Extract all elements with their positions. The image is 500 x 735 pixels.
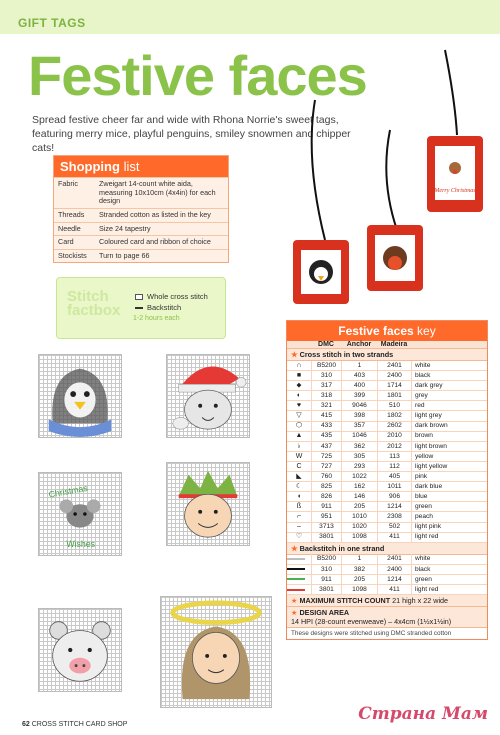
stitch-symbol: ∩: [296, 361, 302, 369]
backstitch-rows: [287, 555, 487, 595]
cross-stitch-row: ▲ 435 1046 2010 brown: [287, 432, 487, 442]
cross-stitch-row: ◣ 760 1022 405 pink: [287, 472, 487, 482]
shopping-row: Threads Stranded cotton as listed in the key: [54, 208, 228, 222]
backstitch-line-icon: [287, 568, 305, 570]
shopping-list-title: Shopping list: [54, 156, 228, 177]
angel-chart: [160, 596, 272, 708]
star-icon: ★: [291, 350, 300, 359]
cross-stitch-row: ⬡ 433 357 2602 dark brown: [287, 422, 487, 432]
backstitch-heading: ★ Backstitch in one strand: [287, 543, 487, 555]
cross-stitch-row: W 725 305 113 yellow: [287, 452, 487, 462]
bear-chart: [38, 608, 122, 692]
star-icon: ★: [291, 596, 300, 606]
tag-text: Merry Christmas: [434, 188, 476, 194]
backstitch-row: 3801 1098 411 light red: [287, 585, 487, 595]
watermark: Страна Мам: [358, 704, 488, 724]
stitch-symbol: ◣: [296, 472, 302, 480]
backstitch-row: 911 205 1214 green: [287, 575, 487, 585]
shopping-row: Fabric Zweigart 14-count white aida, measuring 10x10cm (4x4in) for each design: [54, 177, 228, 208]
stitch-symbol: ß: [296, 503, 302, 511]
shopping-list: [53, 155, 229, 263]
stitch-symbol: ☾: [295, 482, 303, 490]
factbox-time: 1-2 hours each: [133, 315, 180, 322]
stitch-symbol: W: [295, 452, 303, 460]
cross-stitch-row: – 3713 1020 502 light pink: [287, 523, 487, 533]
stitch-factbox: [56, 277, 226, 339]
cross-stitch-row: ☾ 825 162 1011 dark blue: [287, 482, 487, 492]
backstitch-line-icon: [287, 558, 305, 560]
cross-stitch-row: C 727 293 112 light yellow: [287, 462, 487, 472]
cross-stitch-row: ▽ 415 398 1802 light grey: [287, 411, 487, 421]
cross-stitch-row: ♡ 3801 1098 411 light red: [287, 533, 487, 543]
stitch-symbol: C: [296, 462, 302, 470]
stitch-symbol: ◖: [296, 492, 302, 500]
stitch-symbol: ⬡: [295, 422, 303, 430]
stitch-symbol: –: [297, 523, 301, 531]
mouse-santa-chart: [166, 354, 250, 438]
cross-stitch-row: ⬥ 317 400 1714 dark grey: [287, 381, 487, 391]
stitch-symbol: ▲: [295, 432, 303, 440]
stitch-symbol: ▽: [296, 412, 302, 420]
backstitch-line-icon: [287, 589, 305, 591]
stitch-symbol: ♭: [297, 442, 301, 450]
backstitch-row: 310 382 2400 black: [287, 565, 487, 575]
cross-stitch-row: ♥ 321 9046 510 red: [287, 401, 487, 411]
star-icon: ★: [291, 608, 300, 618]
backstitch-line-icon: [287, 578, 305, 580]
backstitch-icon: [135, 307, 143, 309]
cross-stitch-row: ∩ B5200 1 2401 white: [287, 361, 487, 371]
factbox-title: Stitch factbox: [67, 288, 121, 320]
stitch-symbol: ♥: [296, 402, 302, 410]
cross-stitch-row: ◐ 318 399 1801 grey: [287, 391, 487, 401]
page-title: Festive faces: [28, 44, 367, 107]
shopping-row: Stockists Turn to page 66: [54, 249, 228, 263]
shopping-row: Card Coloured card and ribbon of choice: [54, 235, 228, 249]
page-footer: 62 CROSS STITCH CARD SHOP: [22, 721, 128, 728]
cross-stitch-row: ♭ 437 362 2012 light brown: [287, 442, 487, 452]
cross-stitch-rows: [287, 361, 487, 543]
key-columns: DMC Anchor Madeira: [287, 341, 487, 349]
section-label: GIFT TAGS: [18, 16, 86, 30]
backstitch-row: B5200 1 2401 white: [287, 555, 487, 565]
key-title: Festive faces key: [287, 321, 487, 341]
stitch-symbol: ⌐: [296, 513, 302, 521]
cross-stitch-heading: ★ Cross stitch in two strands: [287, 349, 487, 361]
thread-key: [286, 320, 488, 640]
design-area: ★ DESIGN AREA 14 HPI (28-count evenweave) – 4x4cm (1½x1½in): [287, 607, 487, 628]
christmas-wishes-chart: [38, 472, 122, 556]
elf-chart: [166, 462, 250, 546]
cross-stitch-row: ■ 310 403 2400 black: [287, 371, 487, 381]
cross-stitch-row: ◖ 826 146 906 blue: [287, 492, 487, 502]
cross-stitch-icon: [135, 294, 143, 300]
stitch-symbol: ■: [296, 371, 302, 379]
shopping-row: Needle Size 24 tapestry: [54, 222, 228, 236]
intro-text: Spread festive cheer far and wide with Rhona Norrie's sweet tags, featuring merry mice, playful penguins, smiley snowmen and chipper cats!: [32, 114, 351, 155]
gift-tags-photo: [285, 40, 490, 310]
star-icon: ★: [291, 543, 300, 553]
cross-stitch-row: ⌐ 951 1010 2308 peach: [287, 512, 487, 522]
chart-wishes-text: Wishes: [66, 539, 96, 550]
chart-christmas-text: Christmas: [47, 482, 89, 500]
factbox-items: Whole cross stitch Backstitch: [135, 292, 208, 314]
cross-stitch-row: ß 911 205 1214 green: [287, 502, 487, 512]
stitch-symbol: ♡: [295, 533, 303, 541]
stitch-symbol: ⬥: [296, 381, 302, 389]
penguin-chart: [38, 354, 122, 438]
key-note: These designs were stitched using DMC stranded cotton: [291, 630, 452, 638]
max-stitch-count: ★ MAXIMUM STITCH COUNT 21 high x 22 wide: [287, 595, 487, 607]
stitch-symbol: ◐: [296, 392, 302, 400]
